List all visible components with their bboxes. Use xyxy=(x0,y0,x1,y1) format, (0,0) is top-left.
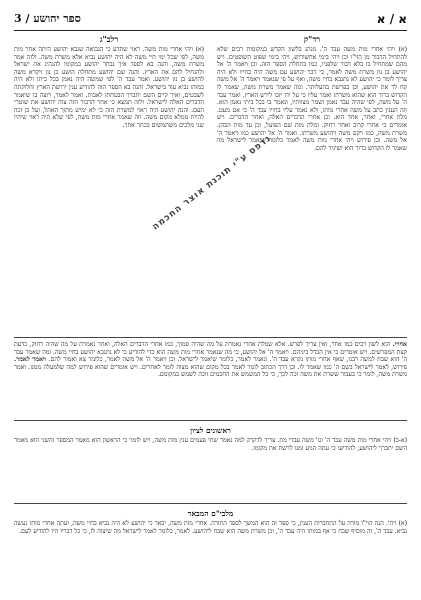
rishonim-section xyxy=(14,424,407,500)
section-divider xyxy=(14,337,407,338)
malbim-text: (א) ויהי. הנה הוי"ו מורה על התחברות הענין, כי ספר זה הוא המשך לספר התורה. אחרי מות משה, יבאר כי יהושע לא היה נביא בחיי משה, ועתה אחרי מותו נעשה נביא. עבד ה', זה מוסיף שבח כי אף במותו היה עבד ה', וכן משרת משה הוא שבח ליהושע. לאמר, כלומר לאמר לישראל מה שיצוה לו, כי כל דבריו היו להודיע לעם. xyxy=(14,520,407,535)
rishonim-title: ראשונים לציון xyxy=(190,426,231,435)
section-divider-2 xyxy=(14,420,407,421)
radak-heading: רד"ק xyxy=(303,34,321,44)
page-header xyxy=(14,10,407,28)
ralbag-text: (א) ויהי אחרי מות משה. ראוי שתדע כי הנבואה שנבא יהושע היתה אחר מות משה, לפי שכל ימי חיי משה לא היה יהושע נביא אלא משרת משה. ולזה אמר משרת משה, והנה בא לספר איך נבחר יהושע במקומו להנהיג את ישראל ולהנחיל להם את הארץ. והנה שם יהושע מתחלה הושע בן נון ויקרא משה להושע בן נון יהושע. ואמר עבד ה' לפי שמשה היה נאמן בכל ביתו ולא היה כמוהו נביא עוד בישראל. והנה בא הספר הזה להודיע ענין ירושת הארץ וחלוקתה לשבטים, ואיך קיים השם יתברך הבטחתו לאבות. ואמר לאמר, רוצה בו שיאמר הדברים האלה לישראל. ולזה תמצא כי אחר הדבור הזה צוה יהושע את שוטרי העם. והנה יהושע היה ראוי למשרת הזה כי לא ימיש מתוך האהל, ועל כן זכה להיות ממלא מקום משה. וזה שאמר אחרי מות משה, לפי שלא היה ראוי שיהיו שני מלכים משתמשים בכתר אחד. xyxy=(14,46,204,129)
malbim-title: מלבי"ם המבאר xyxy=(187,509,234,518)
chapter-marker: א / א xyxy=(376,12,407,26)
commentary-columns xyxy=(14,34,407,334)
section-divider-3 xyxy=(14,503,407,504)
radak-text: (א) ויהי אחרי מות משה עבד ה'. מנהג בלשון הקדש במקומות רבים שלא להתחיל הדבור מן הוי"ו וכן ויהי בימי אחשורוש, ויהי בימי שפוט השופטים. ויש מהם שמתחיל בו בלא דבור שלפניו, כמו בתחלת הספר הזה. וכן ויאמר ה' אל יהושע בן נון משרת משה לאמר, כי דבר יהושע עם משה היה בחייו ולא היה צריך לומר כי יהושע לא נתנבא בחיי משה, ואף על פי שנאמר ויאמר ה' אל משה קח לך את יהושע, וכן בפרשת בהעלותך. ומה שאמר משרת משה, שאמר לו הקדוש ברוך הוא שהוא משרתו ואמר עליו כי על ידו יזכו לירש הארץ. ואמר עבד ה' על משה, לפי שהיה עבד נאמן ושמר מצוותיו, ונאמר בו בכל ביתי נאמן הוא. וזה הענין כתב על משה אחרי מותו, ולא נאמר עליו בחייו עבד ה' כי אם מעט. מלת אחרי, ואחר, אחד הוא. וכן אחרי הדברים האלה, ואחר הדברים. ויש אומרים כי אחרי קרוב ואחר רחוק. ומלת מות שם הפועל, וכן עד מות הכהן. משרת משה, כמו ויקם משה ויהושע משרתו. ואמר ה' אל יהושע כמו ויאמר ה' אל משה. וכן פירוש ויהי אחרי מות משה לאמר כלומר שיאמר לישראל מה שאמר לו הקדוש ברוך הוא ושיגיד להם. xyxy=(217,46,407,152)
rishonim-text: (א-ב) ויהי אחרי מות משה עבד ה' וגו' משה עבדי מת. צריך לדקדק למה נאמר שתי פעמים ענין מות משה, ויש לומר כי הראשון הוא מאמר המספר והשני הוא מאמר השם יתברך ליהושע, להודיעו כי עתה הגיע זמנו לרשת את מקומו. xyxy=(14,437,407,452)
otzar-watermark: נדפס ע"י תוכנת אוצר החכמה xyxy=(150,133,274,233)
ralbag-heading: רלב"ג xyxy=(99,34,119,44)
main-commentary xyxy=(14,341,407,417)
malbim-section xyxy=(14,507,407,587)
page xyxy=(14,10,407,592)
ralbag-column xyxy=(14,34,204,334)
vaomer-body: פירוש, לאמר לישראל בשם ה' כמו שאמר לו. וכן דרך הכתוב לומר לאמר בכל מקום שהוא מצוה לומר לאחרים. ויש אומרים שהוא פירוש למה שלמעלה ממנו. ואמר משרת משה, לומר כי בעבור ששרת את משה זכה לכך, כי כל המשמש את החכמים זוכה לשמש במקומם. xyxy=(14,363,407,379)
vaomer-lead: ויאמר לאמר. xyxy=(14,356,47,364)
book-title: ספר יהושע / 3 xyxy=(14,12,81,25)
header-rule xyxy=(14,30,407,31)
main-lead: אחרי. xyxy=(392,341,407,348)
main-body: הוא לשון רבים כמו אחר, ואין צריך לפרש. אלא שמלת אחרי נאמרת על מה שהיה סמוך, כמו אחרי הדברים האלה, ואחר נאמרת על מה שהיה רחוק, כדעת קצת המפרשים. ויש אומרים כי אין הבדל ביניהם. ויאמר ה' אל יהושע, כי מה שנאמר אחרי מות משה הוא כדי להודיע כי לא נתנבא יהושע בחיי משה. ומה שאמר עבד ה' הוא שבח למשה רבנו, שאף אחרי מותו נקרא עבד ה'. ונאמר לאמר, כלומר שיאמר לישראל. וכן ויאמר ה' אל משה לאמר, כלומר צא ואמור להם. xyxy=(14,341,407,364)
radak-column xyxy=(217,34,407,334)
